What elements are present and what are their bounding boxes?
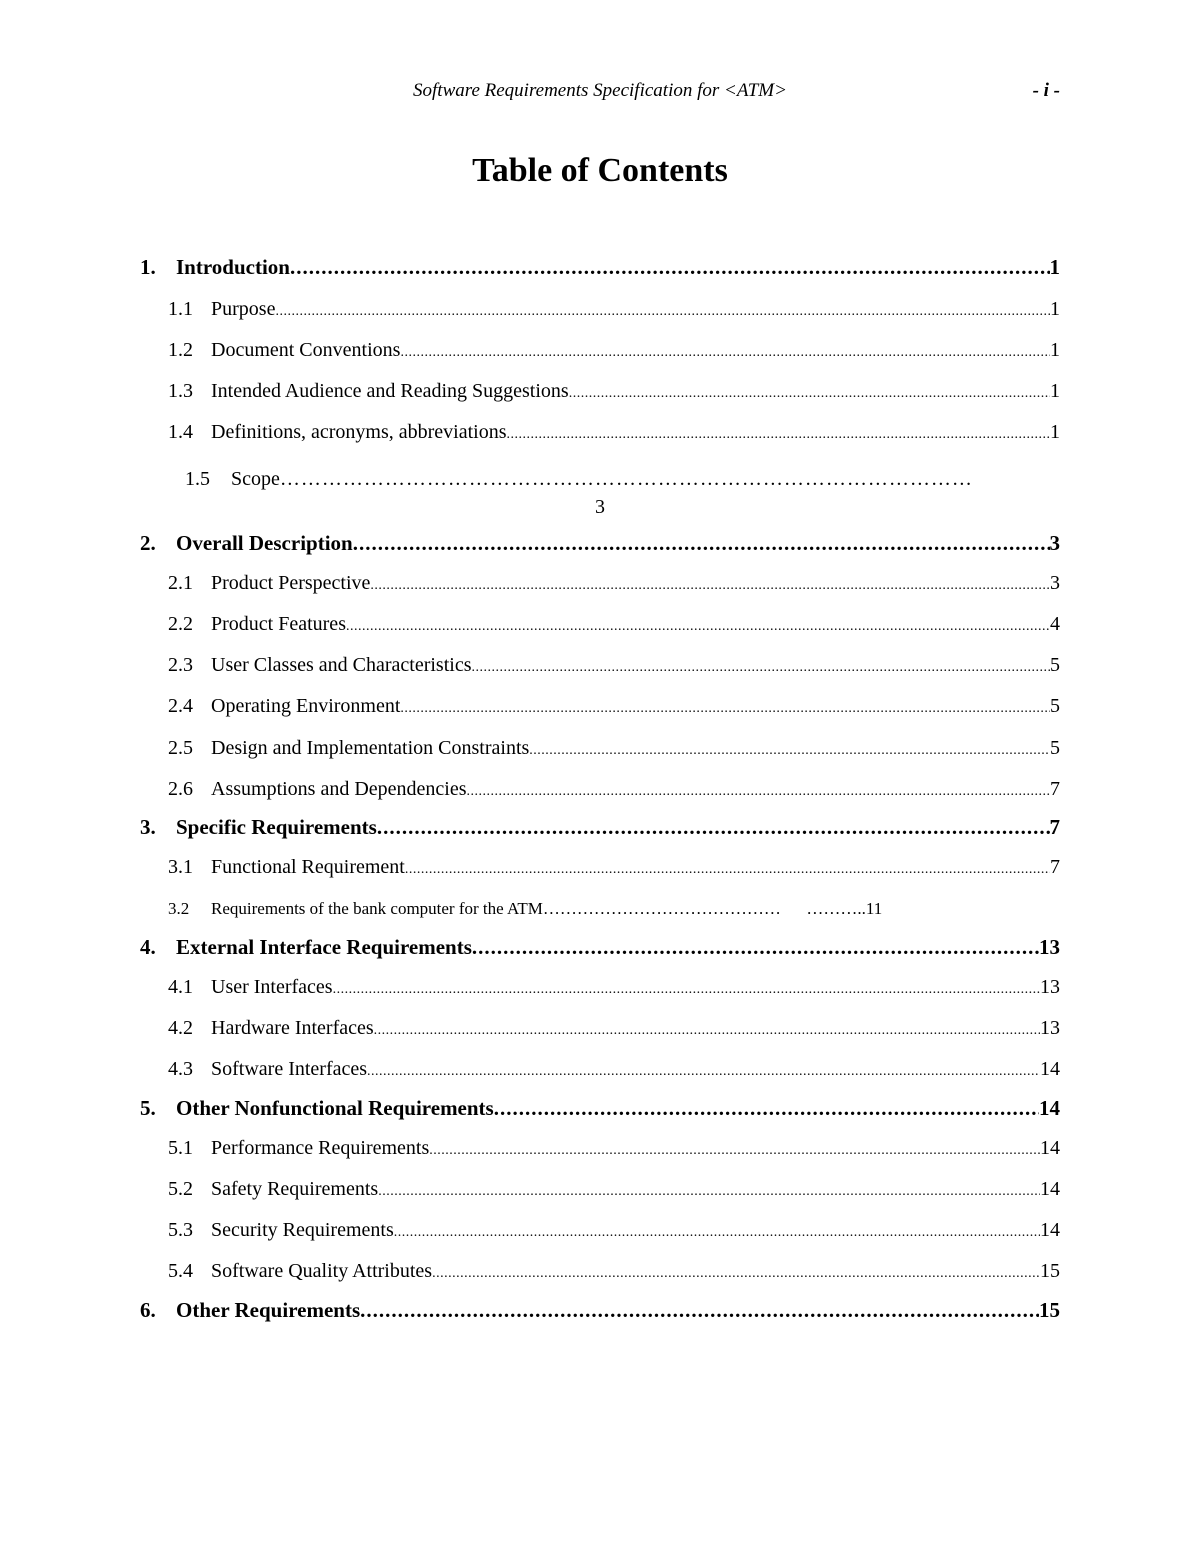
toc-entry-label: Design and Implementation Constraints [211, 737, 530, 759]
toc-entry-number: 4.1 [168, 976, 193, 998]
toc-dot-leader [377, 815, 1050, 840]
toc-entry-number: 5. [140, 1096, 156, 1120]
toc-entry-page: 5 [1050, 695, 1060, 717]
toc-entry-number: 1. [140, 255, 156, 279]
toc-entry-label: Software Interfaces [211, 1058, 368, 1080]
toc-entry-label: Functional Requirement [211, 856, 405, 878]
toc-entry-definitions[interactable] [168, 421, 1060, 444]
toc-entry-page: 14 [1040, 1137, 1060, 1159]
toc-entry-label: Performance Requirements [211, 1137, 430, 1159]
toc-entry-label: Introduction [176, 255, 290, 279]
toc-entry-number: 2.1 [168, 572, 193, 594]
toc-dot-leader [429, 1143, 1040, 1159]
toc-entry-page: 3 [595, 496, 605, 518]
toc-entry-label: Requirements of the bank computer for the ATM [211, 899, 543, 918]
toc-entry-label: Scope [231, 468, 280, 490]
toc-entry-functional-requirement[interactable] [168, 856, 1060, 879]
toc-entry-label: User Classes and Characteristics [211, 654, 472, 676]
toc-dot-leader: ……………………………………………………………………………………… [279, 468, 973, 490]
toc-entry-page: 1 [1050, 298, 1060, 320]
toc-entry-label: Purpose [211, 298, 276, 320]
toc-entry-page: 13 [1040, 976, 1060, 998]
toc-dot-leader [374, 1023, 1040, 1039]
header-page-number: - i - [1032, 80, 1060, 101]
toc-dot-leader [432, 1266, 1040, 1282]
toc-entry-safety-requirements[interactable] [168, 1178, 1060, 1201]
toc-entry-number: 2.3 [168, 654, 193, 676]
toc-entry-page: 4 [1050, 613, 1060, 635]
toc-entry-number: 2. [140, 531, 156, 555]
toc-entry-number: 1.4 [168, 421, 193, 443]
toc-entry-quality-attributes[interactable] [168, 1260, 1060, 1283]
toc-entry-intended-audience[interactable] [168, 380, 1060, 403]
toc-entry-label: Safety Requirements [211, 1178, 379, 1200]
toc-entry-label: Operating Environment [211, 695, 401, 717]
toc-entry-label: User Interfaces [211, 976, 333, 998]
toc-entry-label: External Interface Requirements [176, 935, 472, 959]
toc-entry-number: 2.2 [168, 613, 193, 635]
toc-entry-user-interfaces[interactable] [168, 976, 1060, 999]
toc-entry-document-conventions[interactable] [168, 339, 1060, 362]
toc-dot-leader [275, 304, 1050, 320]
toc-entry-number: 5.2 [168, 1178, 193, 1200]
toc-entry-design-constraints[interactable] [168, 737, 1060, 760]
toc-entry-page: 13 [1040, 1017, 1060, 1039]
header-title: Software Requirements Specification for <ATM> [413, 80, 787, 101]
toc-entry-number: 3. [140, 815, 156, 839]
toc-entry-page: 1 [1050, 421, 1060, 443]
toc-entry-overall-description[interactable] [140, 531, 1060, 556]
toc-entry-label: Security Requirements [211, 1219, 394, 1241]
toc-entry-label: Assumptions and Dependencies [211, 778, 467, 800]
running-header [0, 80, 1200, 106]
toc-entry-number: 4. [140, 935, 156, 959]
toc-entry-page: 15 [1040, 1260, 1060, 1282]
toc-entry-external-interface-requirements[interactable] [140, 935, 1060, 960]
toc-entry-page: 7 [1050, 856, 1060, 878]
toc-entry-number: 5.1 [168, 1137, 193, 1159]
toc-entry-label: Hardware Interfaces [211, 1017, 374, 1039]
toc-entry-page: 3 [1049, 531, 1060, 555]
toc-entry-number: 1.2 [168, 339, 193, 361]
toc-entry-number: 4.2 [168, 1017, 193, 1039]
toc-entry-page: 3 [1050, 572, 1060, 594]
toc-entry-assumptions[interactable] [168, 778, 1060, 801]
toc-dot-leader [370, 578, 1050, 594]
toc-entry-number: 3.1 [168, 856, 193, 878]
toc-entry-page: 13 [1039, 935, 1060, 959]
toc-entry-label: Other Requirements [176, 1298, 361, 1322]
toc-entry-label: Overall Description [176, 531, 353, 555]
toc-dot-leader [471, 660, 1050, 676]
toc-entry-number: 2.6 [168, 778, 193, 800]
toc-dot-leader [378, 1184, 1040, 1200]
toc-entry-other-requirements[interactable] [140, 1298, 1060, 1323]
toc-heading: Table of Contents [472, 152, 728, 189]
toc-entry-number: 2.5 [168, 737, 193, 759]
toc-entry-page: 7 [1050, 778, 1060, 800]
toc-entry-page: 14 [1039, 1096, 1060, 1120]
toc-entry-label: Intended Audience and Reading Suggestions [211, 380, 569, 402]
toc-dot-leader [290, 255, 1050, 280]
toc-entry-label: Specific Requirements [176, 815, 377, 839]
toc-entry-operating-environment[interactable] [168, 695, 1060, 718]
toc-entry-number: 2.4 [168, 695, 193, 717]
toc-entry-page: 1 [1049, 255, 1060, 279]
toc-entry-number: 1.3 [168, 380, 193, 402]
toc-entry-page: 14 [1040, 1178, 1060, 1200]
toc-entry-specific-requirements[interactable] [140, 815, 1060, 840]
toc-dot-leader [494, 1096, 1039, 1121]
toc-entry-number: 5.4 [168, 1260, 193, 1282]
toc-entry-label: Product Features [211, 613, 346, 635]
toc-entry-number: 1.5 [185, 468, 210, 490]
toc-dot-leader [529, 743, 1050, 759]
toc-entry-product-perspective[interactable] [168, 572, 1060, 595]
toc-entry-page: 5 [1050, 737, 1060, 759]
toc-entry-number: 4.3 [168, 1058, 193, 1080]
toc-dot-leader [367, 1064, 1040, 1080]
toc-entry-label: Other Nonfunctional Requirements [176, 1096, 494, 1120]
toc-dot-leader [405, 862, 1050, 878]
toc-entry-page: 7 [1049, 815, 1060, 839]
toc-dot-leader [400, 701, 1050, 717]
toc-entry-page: 15 [1039, 1298, 1060, 1322]
toc-entry-number: 5.3 [168, 1219, 193, 1241]
toc-entry-label: Product Perspective [211, 572, 371, 594]
toc-entry-label: Definitions, acronyms, abbreviations [211, 421, 507, 443]
toc-entry-scope[interactable] [185, 468, 1045, 491]
toc-entry-hardware-interfaces[interactable] [168, 1017, 1060, 1040]
toc-entry-label: Document Conventions [211, 339, 401, 361]
toc-entry-bank-computer-requirements[interactable] [168, 899, 1048, 919]
toc-entry-introduction[interactable] [140, 255, 1060, 280]
toc-entry-page: 5 [1050, 654, 1060, 676]
toc-dot-leader [394, 1225, 1040, 1241]
toc-dot-leader [346, 619, 1050, 635]
toc-dot-leader [400, 345, 1050, 361]
toc-entry-page: 14 [1040, 1219, 1060, 1241]
toc-entry-page: 1 [1050, 380, 1060, 402]
toc-dot-leader [467, 784, 1050, 800]
toc-entry-label: Software Quality Attributes [211, 1260, 433, 1282]
toc-entry-number: 3.2 [168, 899, 190, 918]
toc-dot-leader [569, 386, 1050, 402]
toc-dot-leader [360, 1298, 1039, 1323]
toc-entry-performance-requirements[interactable] [168, 1137, 1060, 1160]
toc-dot-leader [333, 982, 1040, 998]
toc-dot-leader [507, 427, 1051, 443]
toc-entry-nonfunctional-requirements[interactable] [140, 1096, 1060, 1121]
toc-entry-product-features[interactable] [168, 613, 1060, 636]
toc-entry-page: 1 [1050, 339, 1060, 361]
toc-dot-leader [472, 935, 1039, 960]
toc-entry-software-interfaces[interactable] [168, 1058, 1060, 1081]
toc-dot-leader: …………………………………… ……….. [542, 899, 866, 918]
toc-entry-number: 6. [140, 1298, 156, 1322]
toc-dot-leader [353, 531, 1050, 556]
toc-entry-number: 1.1 [168, 298, 193, 320]
toc-entry-purpose[interactable] [168, 298, 1060, 321]
toc-entry-page: 14 [1040, 1058, 1060, 1080]
toc-entry-page: 11 [865, 899, 883, 918]
toc-entry-user-classes[interactable] [168, 654, 1060, 677]
toc-entry-security-requirements[interactable] [168, 1219, 1060, 1242]
